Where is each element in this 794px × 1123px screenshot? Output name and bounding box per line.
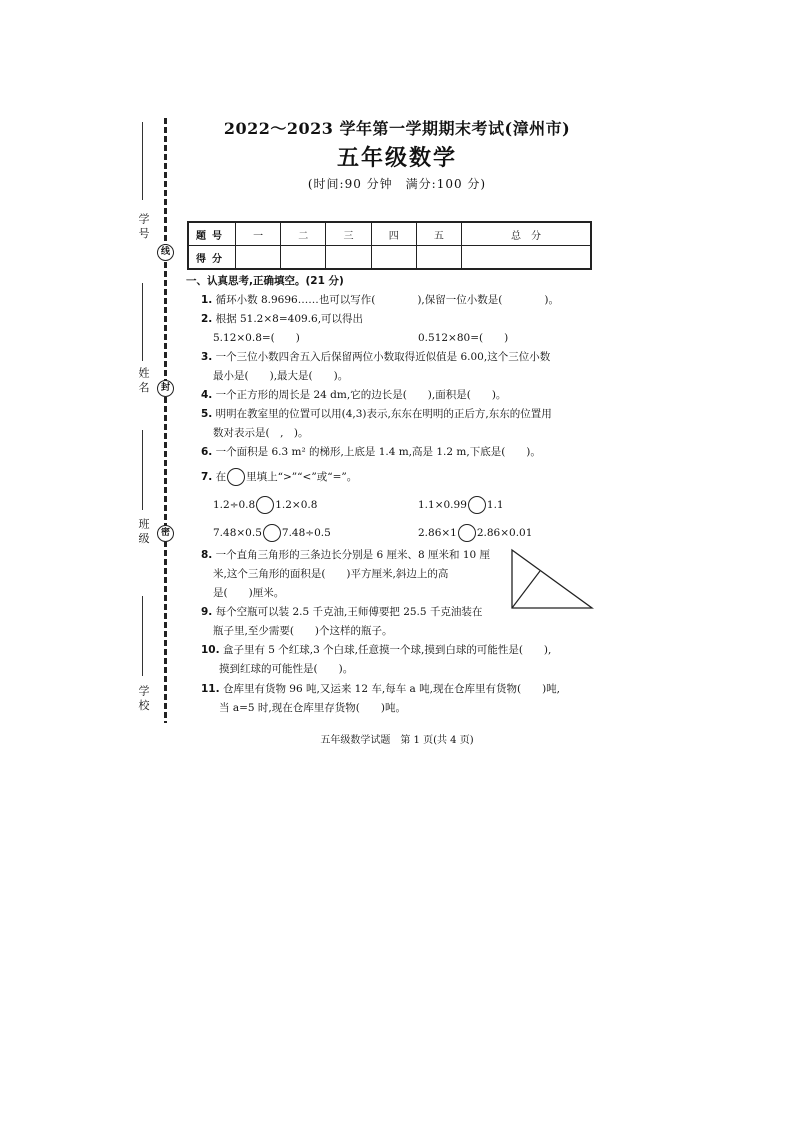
question-text-line1: 每个空瓶可以装 2.5 千克油,王师傅要把 25.5 千克油装在 <box>215 606 483 618</box>
name-label: 姓 名 <box>137 367 150 393</box>
question-text-line1: 明明在教室里的位置可以用(4,3)表示,东东在明明的正后方,东东的位置用 <box>215 408 552 420</box>
score-cell-total[interactable] <box>462 246 591 270</box>
triangle-altitude <box>512 571 540 608</box>
score-cell-4[interactable] <box>371 246 416 270</box>
question-3-line2: 最小是( ),最大是( )。 <box>213 370 349 382</box>
exam-title: 2022～2023 学年第一学期期末考试(漳州市) <box>223 119 571 138</box>
question-9-line2: 瓶子里,至少需要( )个这样的瓶子。 <box>213 625 393 637</box>
name-blank-line <box>142 283 143 361</box>
score-table <box>187 221 592 270</box>
question-text-pre: 在 <box>215 471 227 483</box>
question-number-header: 题号 <box>188 222 236 246</box>
question-number: 2. <box>201 313 213 325</box>
compare-right: 1.1 <box>486 499 504 511</box>
score-table-header-row <box>188 222 591 246</box>
seal-mark-secret: 密 <box>157 525 174 542</box>
col-5: 五 <box>416 222 461 246</box>
compare-item-d <box>418 524 532 542</box>
question-number: 1. <box>201 294 213 306</box>
question-number: 10. <box>201 644 220 656</box>
compare-item-b <box>418 496 504 514</box>
exam-time-score: (时间:90 分钟 满分:100 分) <box>307 177 487 191</box>
answer-circle[interactable] <box>468 496 486 514</box>
score-table-score-row <box>188 246 591 270</box>
page-footer: 五年级数学试题 第 1 页(共 4 页) <box>320 735 474 746</box>
section-1-heading: 一、认真思考,正确填空。(21 分) <box>186 275 344 287</box>
compare-left: 1.2÷0.8 <box>213 499 256 511</box>
question-3 <box>201 351 550 364</box>
question-8-line2: 米,这个三角形的面积是( )平方厘米,斜边上的高 <box>213 568 449 580</box>
question-4 <box>201 389 506 402</box>
question-8-line3: 是( )厘米。 <box>213 587 285 599</box>
compare-right: 2.86×0.01 <box>476 527 533 539</box>
col-3: 三 <box>326 222 371 246</box>
question-number: 8. <box>201 549 213 561</box>
compare-left: 7.48×0.5 <box>213 527 262 539</box>
question-text: 一个面积是 6.3 m² 的梯形,上底是 1.4 m,高是 1.2 m,下底是( )。 <box>215 446 541 458</box>
col-1: 一 <box>236 222 281 246</box>
school-blank-line <box>142 596 143 676</box>
binding-dashed-line <box>164 118 167 723</box>
question-11 <box>201 683 560 696</box>
question-5 <box>201 408 552 421</box>
question-text-line1: 盒子里有 5 个红球,3 个白球,任意摸一个球,摸到白球的可能性是( ), <box>222 644 552 656</box>
answer-circle[interactable] <box>256 496 274 514</box>
question-5-line2: 数对表示是( , )。 <box>213 427 309 439</box>
score-cell-3[interactable] <box>326 246 371 270</box>
question-number: 5. <box>201 408 213 420</box>
question-2-part-a: 5.12×0.8=( ) <box>213 332 300 344</box>
col-2: 二 <box>281 222 326 246</box>
question-text-line1: 一个直角三角形的三条边长分别是 6 厘米、8 厘米和 10 厘 <box>215 549 491 561</box>
score-cell-5[interactable] <box>416 246 461 270</box>
question-1 <box>201 294 559 307</box>
student-id-label: 学 号 <box>137 213 150 239</box>
question-10-line2: 摸到红球的可能性是( )。 <box>219 663 354 675</box>
right-triangle-figure <box>508 546 596 612</box>
question-number: 3. <box>201 351 213 363</box>
question-8 <box>201 549 490 562</box>
col-total: 总 分 <box>462 222 591 246</box>
compare-left: 1.1×0.99 <box>418 499 467 511</box>
question-number: 7. <box>201 471 213 483</box>
compare-item-c <box>213 524 331 542</box>
question-text-line1: 仓库里有货物 96 吨,又运来 12 车,每车 a 吨,现在仓库里有货物( )吨, <box>222 683 561 695</box>
question-2-part-b: 0.512×80=( ) <box>418 332 509 344</box>
question-number: 4. <box>201 389 213 401</box>
question-7 <box>201 468 357 486</box>
compare-right: 1.2×0.8 <box>275 499 318 511</box>
score-cell-2[interactable] <box>281 246 326 270</box>
question-number: 6. <box>201 446 213 458</box>
question-9 <box>201 606 482 619</box>
question-text: 根据 51.2×8=409.6,可以得出 <box>215 313 364 325</box>
score-cell-1[interactable] <box>236 246 281 270</box>
question-text-line1: 一个三位小数四舍五入后保留两位小数取得近似值是 6.00,这个三位小数 <box>215 351 551 363</box>
question-number: 9. <box>201 606 213 618</box>
compare-circle-icon <box>227 468 245 486</box>
question-2 <box>201 313 363 326</box>
question-text-post: 里填上“>”“<”或“=”。 <box>246 471 358 483</box>
compare-item-a <box>213 496 317 514</box>
answer-circle[interactable] <box>458 524 476 542</box>
class-blank-line <box>142 430 143 510</box>
compare-left: 2.86×1 <box>418 527 457 539</box>
triangle-outline <box>512 550 592 608</box>
seal-mark-seal: 封 <box>157 380 174 397</box>
question-number: 11. <box>201 683 220 695</box>
school-label: 学 校 <box>137 685 150 711</box>
col-4: 四 <box>371 222 416 246</box>
answer-circle[interactable] <box>263 524 281 542</box>
class-label: 班 级 <box>137 518 150 544</box>
question-6 <box>201 446 541 459</box>
score-header: 得分 <box>188 246 236 270</box>
question-11-line2: 当 a=5 时,现在仓库里存货物( )吨。 <box>219 702 406 714</box>
question-text: 一个正方形的周长是 24 dm,它的边长是( ),面积是( )。 <box>215 389 507 401</box>
compare-right: 7.48÷0.5 <box>281 527 331 539</box>
question-text: 循环小数 8.9696……也可以写作( ),保留一位小数是( )。 <box>215 294 559 306</box>
exam-subject: 五年级数学 <box>336 145 457 171</box>
seal-mark-line: 线 <box>157 244 174 261</box>
question-10 <box>201 644 551 657</box>
